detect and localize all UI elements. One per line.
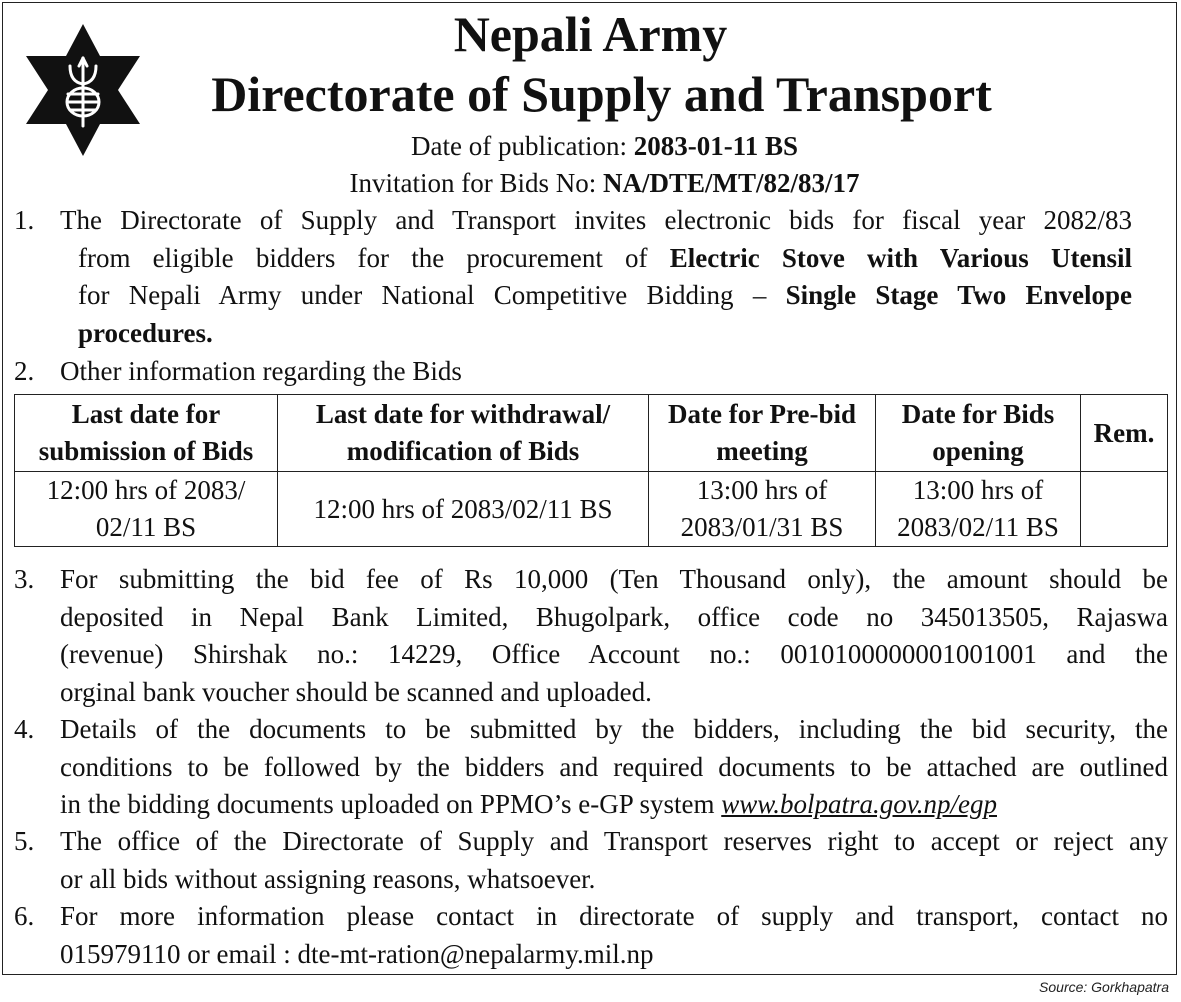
cell-line: Rem. bbox=[1093, 417, 1155, 448]
cell-prebid bbox=[649, 472, 876, 547]
cell-submission bbox=[15, 472, 278, 547]
item-4-body bbox=[60, 711, 1168, 824]
cell-line: Date for Pre-bid bbox=[668, 399, 856, 429]
publication-label: Date of publication: bbox=[411, 131, 634, 161]
cell-line: 13:00 hrs of bbox=[696, 475, 828, 505]
cell-line: submission of Bids bbox=[38, 436, 254, 466]
item-1-line-4: procedures. bbox=[78, 317, 213, 348]
item-6-line-1: For more information please contact in directorate of supply and transport, contact no bbox=[60, 901, 1168, 931]
text: in the bidding documents uploaded on PPMO’s e-GP system bbox=[60, 789, 722, 819]
item-1-line-2 bbox=[60, 240, 1132, 278]
ifb-line bbox=[0, 166, 1181, 200]
header-prebid bbox=[649, 395, 876, 472]
item-5-line-2: or all bids without assigning reasons, whatsoever. bbox=[60, 863, 596, 894]
cell-withdrawal bbox=[278, 472, 649, 547]
ifb-number: NA/DTE/MT/82/83/17 bbox=[602, 168, 860, 198]
item-3-line-1: For submitting the bid fee of Rs 10,000 (Ten Thousand only), the amount should be bbox=[60, 564, 1168, 594]
item-number: 6. bbox=[14, 901, 35, 931]
item-3-line-2: deposited in Nepal Bank Limited, Bhugolpark, office code no 345013505, Rajaswa bbox=[60, 601, 1168, 632]
item-number: 1. bbox=[14, 205, 35, 235]
item-1-body bbox=[60, 202, 1132, 352]
item-4-line-3 bbox=[60, 786, 1168, 824]
item-3-line-4: orginal bank voucher should be scanned and uploaded. bbox=[60, 676, 652, 707]
cell-opening bbox=[876, 472, 1081, 547]
cell-line: meeting bbox=[716, 436, 808, 466]
item-6-line-2: 015979110 or email : dte-mt-ration@nepalarmy.mil.np bbox=[60, 938, 654, 969]
item-3-body bbox=[60, 561, 1168, 711]
org-title: Nepali Army bbox=[453, 6, 728, 62]
item-1-line-3 bbox=[60, 277, 1132, 315]
publication-line bbox=[0, 129, 1181, 163]
text: for Nepali Army under National Competitive Bidding – bbox=[78, 280, 786, 310]
cell-line: Last date for withdrawal/ bbox=[315, 399, 611, 429]
text: from eligible bidders for the procurement of bbox=[78, 242, 670, 273]
item-5-body bbox=[60, 823, 1168, 898]
source-credit: Source: Gorkhapatra bbox=[1039, 979, 1169, 995]
egp-link[interactable]: www.bolpatra.gov.np/egp bbox=[721, 789, 997, 819]
item-number: 5. bbox=[14, 826, 35, 856]
header-withdrawal bbox=[278, 395, 649, 472]
cell-line: 13:00 hrs of bbox=[912, 475, 1044, 505]
cell-line: 2083/02/11 BS bbox=[897, 512, 1059, 542]
header-opening bbox=[876, 395, 1081, 472]
item-number: 4. bbox=[14, 714, 35, 744]
item-2-body: Other information regarding the Bids bbox=[60, 356, 462, 386]
item-3-line-3: (revenue) Shirshak no.: 14229, Office Account no.: 0010100000001001001 and the bbox=[60, 639, 1168, 669]
table-row bbox=[15, 472, 1168, 547]
item-1-line-1: The Directorate of Supply and Transport invites electronic bids for fiscal year 2082/83 bbox=[60, 205, 1132, 235]
table-header-row bbox=[15, 395, 1168, 472]
item-number: 2. bbox=[14, 356, 35, 386]
item-4-line-2: conditions to be followed by the bidders and required documents to be attached are outlined bbox=[60, 751, 1168, 782]
item-4-line-1: Details of the documents to be submitted by the bidders, including the bid security, the bbox=[60, 714, 1168, 744]
item-number: 3. bbox=[14, 564, 35, 594]
directorate-title: Directorate of Supply and Transport bbox=[211, 66, 992, 122]
item-6-body bbox=[60, 898, 1168, 973]
bids-table bbox=[14, 394, 1168, 547]
cell-line: Last date for bbox=[71, 399, 221, 429]
bidding-procedure: Single Stage Two Envelope bbox=[785, 280, 1132, 310]
cell-line: 12:00 hrs of 2083/02/11 BS bbox=[313, 493, 613, 524]
cell-line: opening bbox=[932, 436, 1024, 466]
header-remarks bbox=[1081, 395, 1168, 472]
ifb-label: Invitation for Bids No: bbox=[349, 168, 603, 198]
item-5-line-1: The office of the Directorate of Supply and Transport reserves right to accept or reject any bbox=[60, 826, 1168, 856]
header-submission bbox=[15, 395, 278, 472]
cell-line: Date for Bids bbox=[901, 399, 1055, 429]
cell-line: 2083/01/31 BS bbox=[680, 512, 844, 542]
cell-remarks bbox=[1081, 472, 1168, 547]
cell-line: modification of Bids bbox=[346, 436, 580, 466]
cell-line: 12:00 hrs of 2083/ bbox=[46, 475, 246, 505]
procurement-item: Electric Stove with Various Utensil bbox=[669, 242, 1133, 273]
publication-date: 2083-01-11 BS bbox=[633, 131, 798, 161]
cell-line: 02/11 BS bbox=[95, 512, 197, 542]
